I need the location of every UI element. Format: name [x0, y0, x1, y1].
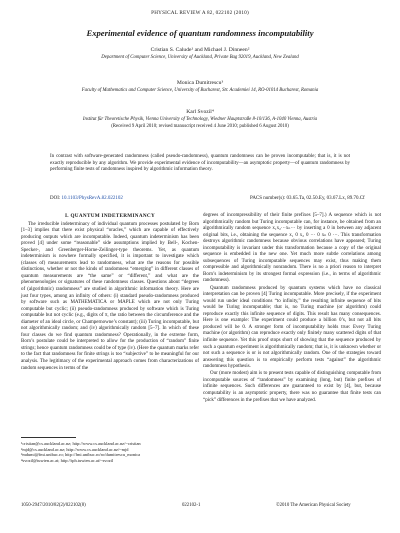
author-line-2: Monica Dumitrescu³: [176, 80, 224, 86]
left-paragraph-1: The irreducible indeterminacy of individual quantum processes postulated by Born [1–3] implies that there exist physical “oracles,” which are capable of effectively producing outputs which are incomputable. Indeed, quantum indeterminism has been proved [4] under some “reasonable” side assumptions implied by Bell-, Kochen-Specker-, and Greenberger-Horne-Zeilinger-type theorems. Yet, as quantum indeterminism is nowhere formally specified, it is important to investigate which (classes of) measurements lead to randomness, what are the reasons for possible distinctions, whether or not the kinds of randomness “emerging” in different classes of quantum measurements are “the same” or “different,” and what are the phenomenologies or signatures of these randomness classes. Questions about “degrees of (algorithmic) randomness” are studied in algorithmic information theory. Here are just four types, among an infinity of others: (i) standard pseudo-randomness produced by software such as MATHEMATICA or MAPLE which are not only Turing computable but cyclic; (ii) pseudo-randomness produced by software which is Turing computable but not cyclic (e.g., digits of π, the ratio between the circumference and the diameter of an ideal circle, or Champernowne’s constant); (iii) Turing incomputable, but not algorithmically random; and (iv) algorithmically random [5–7]. In which of these four classes do we find quantum randomness? Operationally, in the extreme form, Born’s postulate could be interpreted to allow for the production of “random” finite strings; hence quantum randomness could be of type (iv). (Here the quantum marks refer to the fact that randomness for finite strings is too “subjective” to be meaningful for our analysis. The legitimacy of the experimental approach comes from characterizations of random sequences in terms of the: [21, 221, 199, 371]
section-heading: I. QUANTUM INDETERMINANCY: [64, 213, 156, 219]
footnote-2: ²mjd@cs.auckland.ac.nz; http://www.cs.auckland.ac.nz/~mjd: [21, 446, 129, 452]
author-line-1: Cristian S. Calude¹ and Michael J. Dinneen²: [150, 47, 250, 53]
affiliation-1: Department of Computer Science, University of Auckland, Private Bag 92019, Auckland, New Zealand: [101, 55, 299, 60]
abstract: In contrast with software-generated randomness (called pseudo-randomness), quantum randomness can be proven incomputable; that is, it is not exactly reproducible by any algorithm. We provide experimental evidence of incomputability—an asymptotic property—of quantum randomness by performing finite tests of randomness inspired by algorithmic information theory.: [50, 154, 350, 173]
author-line-3: Karl Svozil⁴: [186, 109, 214, 115]
footnote-rule: [21, 437, 76, 438]
running-head: PHYSICAL REVIEW A 82, 022102 (2010): [151, 10, 249, 16]
footnote-3: ³mdumi@fmi.unibuc.ro; http://fmi.unibuc.ro/ro/dumitrescu_monica: [21, 452, 141, 458]
received-dates: (Received 9 April 2010; revised manuscript received 4 June 2010; published 6 August 2010): [111, 124, 289, 129]
right-paragraph-1: degrees of incompressibility of their finite prefixes [5–7].) A sequence which is not algorithmically random but Turing incomputable can, for instance, be obtained from an algorithmically random sequence x₁x₂···xₙ··· by inserting a 0 in between any adjacent original bits, i.e., obtaining the sequence x₁ 0 x₂ 0 ··· 0 xₙ 0 ···. This transformation destroys algorithmic randomness because obvious correlations have appeared; Turing incomputability is invariant under this transformation because a copy of the original sequence is embedded in the new one. Yet much more subtle correlations among subsequences of Turing incomputable sequences may exist, thus making them compressible and algorithmically nonrandom. There is no a priori reason to interpret Born’s indeterminism by its strongest formal expression (i.e., in terms of algorithmic randomness).: [203, 213, 381, 284]
paper-title: Experimental evidence of quantum randomness incomputability: [86, 28, 314, 38]
footnotes: [21, 441, 199, 463]
right-paragraph-3: Our (more modest) aim is to present tests capable of distinguishing computable from incomputable sources of “randomness” by examining (long, but) finite prefixes of infinite sequences. Such differences are guaranteed to exist by [4], but, because computability is an asymptotic property, there was no guarantee that finite tests can “pick” differences in the prefixes that we have analyzed.: [203, 371, 381, 403]
affiliation-2: Faculty of Mathematics and Computer Science, University of Bucharest, Str. Academiei 14, RO-01014 Bucharest, Romania: [81, 88, 319, 93]
left-column: [21, 213, 199, 372]
footnote-4: ⁴svozil@tuwien.ac.at; http://tph.tuwien.ac.at/~svozil: [21, 457, 114, 463]
page-number: 022102-1: [182, 503, 201, 508]
copyright: ©2010 The American Physical Society: [276, 503, 351, 508]
doi-link[interactable]: 10.1103/PhysRevA.82.022102: [61, 196, 123, 201]
footnote-1: ¹cristian@cs.auckland.ac.nz; http://www.cs.auckland.ac.nz/~cristian: [21, 441, 141, 446]
issn-code: 1050-2947/2010/82(2)/022102(8): [21, 503, 86, 508]
affiliation-3: Institut für Theoretische Physik, Vienna University of Technology, Wiedner Hauptstraße 8-10/136, A-1040 Vienna, Austria: [82, 117, 318, 122]
doi-line: [50, 196, 123, 201]
right-paragraph-2: Quantum randomness produced by quantum systems which have no classical interpretation can be proven [4] Turing incomputable. More precisely, if the experiment would run under ideal conditions “to infinity,” the resulting infinite sequence of bits would be Turing incomputable; that is, no Turing machine (or algorithm) could reproduce exactly this infinite sequence of digits. This result has many consequences. Here is one example: The experiment could produce a billion 0’s, but not all bits produced will be 0. A stronger form of incomputability holds true: Every Turing machine (or algorithm) can reproduce exactly only finitely many scattered digits of that infinite sequence. Yet this proof stops short of showing that the sequence produced by such a quantum experiment is algorithmically random; that is, it is unknown whether or not such a sequence is or is not algorithmically random. One of the strategies toward answering this question is to empirically perform tests “against” the algorithmic randomness hypothesis.: [203, 285, 381, 370]
doi-label: DOI:: [50, 196, 61, 201]
right-column: [203, 213, 381, 404]
pacs-numbers: PACS number(s): 03.65.Ta, 02.50.Ey, 03.67.Lx, 89.70.Cf: [250, 196, 365, 201]
